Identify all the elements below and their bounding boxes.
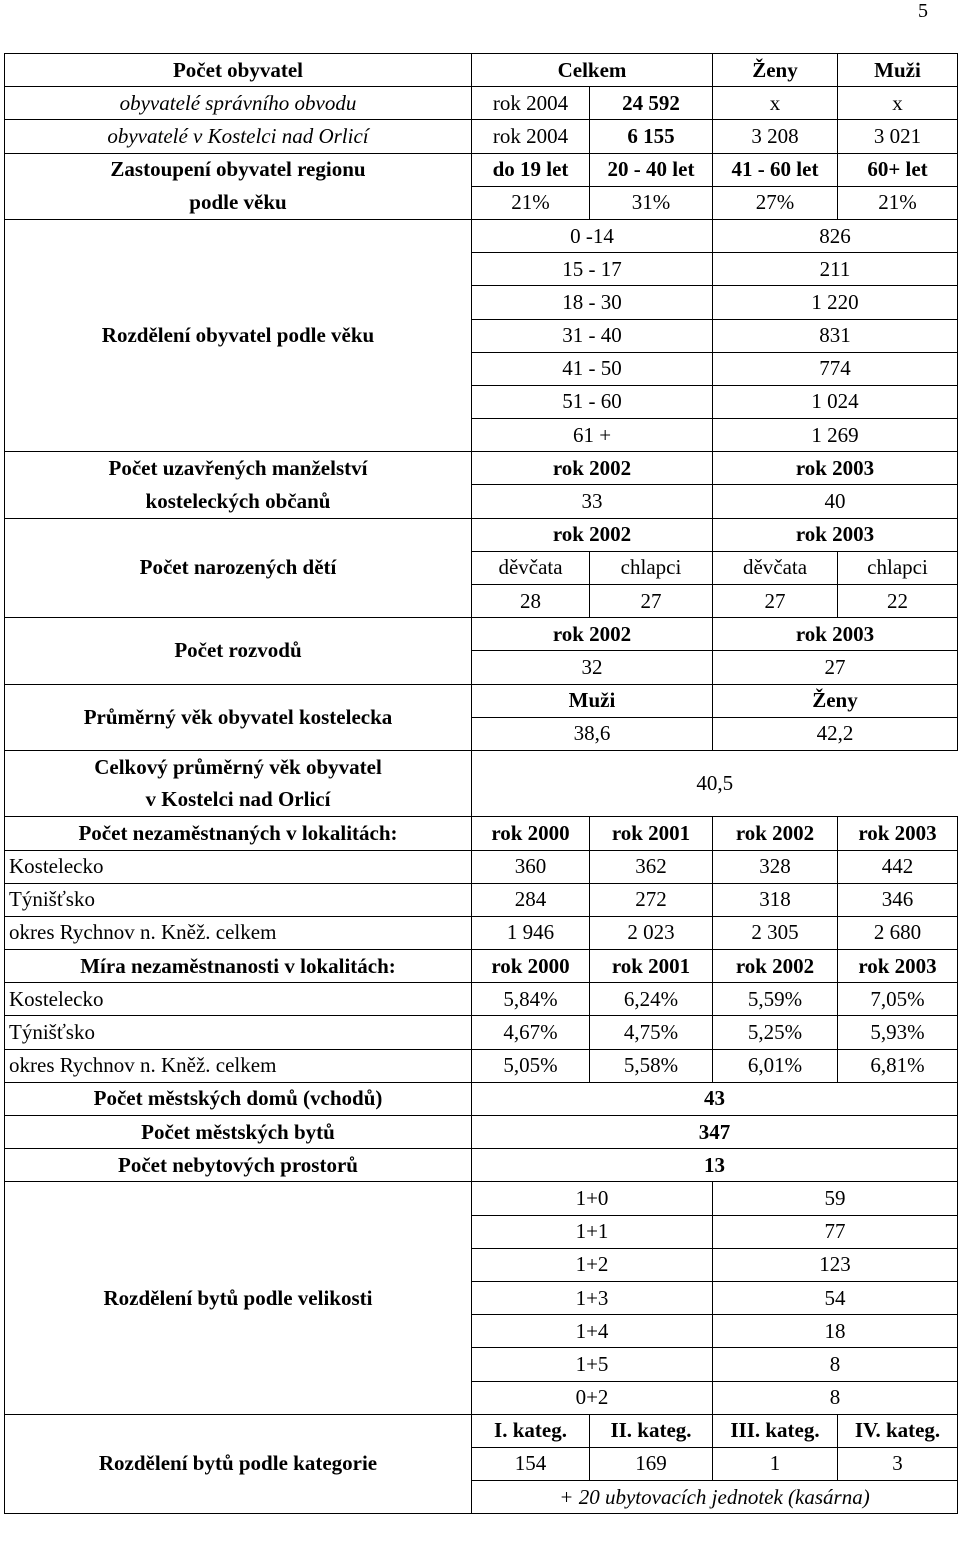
unemployed-value: 272 [590,883,713,916]
unemployment-rate-value: 4,75% [590,1016,713,1049]
divorces-value: 27 [713,651,958,684]
flat-count: 123 [713,1248,958,1281]
unemployment-rate-header-label: Míra nezaměstnanosti v lokalitách: [5,950,472,983]
flat-size: 1+2 [472,1248,713,1281]
age-share-value: 31% [590,186,713,219]
flat-category-count: 154 [472,1447,590,1480]
flats-size-row [5,1182,958,1215]
unemployed-value: 2 023 [590,916,713,949]
unemployed-header-year: rok 2000 [472,817,590,850]
unemployment-rate-value: 7,05% [838,983,958,1016]
unemployed-value: 328 [713,850,838,883]
housing-flats-row [5,1116,958,1149]
age-share-groups-row [5,153,958,186]
births-gender: chlapci [838,551,958,584]
population-header-label: Počet obyvatel [5,54,472,87]
age-distribution-label: Rozdělení obyvatel podle věku [5,219,472,451]
marriages-label-line1: Počet uzavřených manželství [5,452,472,485]
divorces-year: rok 2003 [713,618,958,651]
age-count: 831 [713,319,958,352]
unemployed-value: 346 [838,883,958,916]
average-age-value: 38,6 [472,717,713,750]
age-count: 826 [713,219,958,252]
unemployment-rate-row [5,983,958,1016]
unemployment-rate-header-row [5,950,958,983]
age-range: 0 -14 [472,219,713,252]
unemployment-rate-value: 5,58% [590,1049,713,1082]
unemployment-rate-location: okres Rychnov n. Kněž. celkem [5,1049,472,1082]
flat-count: 18 [713,1315,958,1348]
age-range: 18 - 30 [472,286,713,319]
age-count: 1 220 [713,286,958,319]
age-share-values-row [5,186,958,219]
flat-category: III. kateg. [713,1414,838,1447]
flat-count: 59 [713,1182,958,1215]
age-count: 774 [713,352,958,385]
population-header-men: Muži [838,54,958,87]
age-range: 15 - 17 [472,253,713,286]
population-row [5,120,958,153]
unemployed-value: 442 [838,850,958,883]
births-label: Počet narozených dětí [5,518,472,618]
overall-average-age-label-line1: Celkový průměrný věk obyvatel [5,750,472,783]
unemployed-location: Týnišťsko [5,883,472,916]
flat-size: 1+1 [472,1215,713,1248]
unemployment-rate-location: Týnišťsko [5,1016,472,1049]
unemployment-rate-value: 5,05% [472,1049,590,1082]
flat-category: II. kateg. [590,1414,713,1447]
unemployment-rate-header-year: rok 2002 [713,950,838,983]
divorces-label: Počet rozvodů [5,618,472,684]
divorces-value: 32 [472,651,713,684]
population-row [5,87,958,120]
population-row-women: 3 208 [713,120,838,153]
statistics-table [4,53,958,1514]
housing-flats-value: 347 [472,1116,958,1149]
unemployed-value: 362 [590,850,713,883]
flat-count: 8 [713,1348,958,1381]
flat-category-count: 3 [838,1447,958,1480]
overall-average-age-label-line2: v Kostelci nad Orlicí [5,784,472,817]
age-range: 61 + [472,419,713,452]
average-age-header-row [5,684,958,717]
unemployment-rate-value: 4,67% [472,1016,590,1049]
population-row-women: x [713,87,838,120]
flat-size: 1+4 [472,1315,713,1348]
overall-average-age-value: 40,5 [472,750,958,816]
flat-category: I. kateg. [472,1414,590,1447]
age-share-group: 60+ let [838,153,958,186]
population-row-men: x [838,87,958,120]
population-row-year: rok 2004 [472,87,590,120]
unemployment-rate-header-year: rok 2003 [838,950,958,983]
flat-category: IV. kateg. [838,1414,958,1447]
average-age-column: Muži [472,684,713,717]
flats-category-label: Rozdělení bytů podle kategorie [5,1414,472,1514]
flat-count: 54 [713,1281,958,1314]
unemployed-value: 1 946 [472,916,590,949]
unemployment-rate-value: 6,24% [590,983,713,1016]
unemployed-header-label: Počet nezaměstnaných v lokalitách: [5,817,472,850]
age-count: 1 269 [713,419,958,452]
marriages-years-row [5,452,958,485]
housing-non-residential-row [5,1149,958,1182]
unemployment-rate-header-year: rok 2000 [472,950,590,983]
marriages-year: rok 2002 [472,452,713,485]
births-value: 22 [838,585,958,618]
flat-size: 1+3 [472,1281,713,1314]
divorces-year: rok 2002 [472,618,713,651]
age-share-group: 20 - 40 let [590,153,713,186]
unemployed-value: 360 [472,850,590,883]
births-gender: děvčata [713,551,838,584]
page-number: 5 [918,0,928,22]
age-range: 51 - 60 [472,385,713,418]
age-share-value: 21% [838,186,958,219]
population-row-total: 6 155 [590,120,713,153]
housing-non-residential-label: Počet nebytových prostorů [5,1149,472,1182]
marriages-year: rok 2003 [713,452,958,485]
unemployment-rate-value: 5,84% [472,983,590,1016]
population-header-women: Ženy [713,54,838,87]
flat-size: 1+0 [472,1182,713,1215]
age-share-group: do 19 let [472,153,590,186]
marriages-value: 40 [713,485,958,518]
flat-count: 77 [713,1215,958,1248]
unemployed-header-year: rok 2003 [838,817,958,850]
unemployment-rate-value: 6,01% [713,1049,838,1082]
unemployed-row [5,883,958,916]
age-count: 1 024 [713,385,958,418]
flat-size: 1+5 [472,1348,713,1381]
unemployment-rate-value: 6,81% [838,1049,958,1082]
population-header-total: Celkem [472,54,713,87]
marriages-values-row [5,485,958,518]
age-share-value: 27% [713,186,838,219]
divorces-years-row [5,618,958,651]
births-gender: chlapci [590,551,713,584]
average-age-column: Ženy [713,684,958,717]
births-value: 28 [472,585,590,618]
housing-non-residential-value: 13 [472,1149,958,1182]
population-row-year: rok 2004 [472,120,590,153]
population-row-label: obyvatelé v Kostelci nad Orlicí [5,120,472,153]
marriages-label-line2: kosteleckých občanů [5,485,472,518]
overall-average-age-row [5,750,958,783]
population-row-label: obyvatelé správního obvodu [5,87,472,120]
unemployed-value: 318 [713,883,838,916]
unemployed-header-row [5,817,958,850]
unemployment-rate-location: Kostelecko [5,983,472,1016]
unemployed-value: 284 [472,883,590,916]
age-share-label-line2: podle věku [5,186,472,219]
unemployment-rate-row [5,1016,958,1049]
births-years-row [5,518,958,551]
average-age-value: 42,2 [713,717,958,750]
unemployment-rate-value: 5,59% [713,983,838,1016]
age-count: 211 [713,253,958,286]
age-share-label-line1: Zastoupení obyvatel regionu [5,153,472,186]
births-year: rok 2002 [472,518,713,551]
unemployed-location: okres Rychnov n. Kněž. celkem [5,916,472,949]
housing-houses-label: Počet městských domů (vchodů) [5,1082,472,1115]
marriages-value: 33 [472,485,713,518]
age-share-group: 41 - 60 let [713,153,838,186]
unemployment-rate-header-year: rok 2001 [590,950,713,983]
housing-houses-value: 43 [472,1082,958,1115]
unemployed-header-year: rok 2001 [590,817,713,850]
unemployment-rate-row [5,1049,958,1082]
age-range: 41 - 50 [472,352,713,385]
flat-category-count: 169 [590,1447,713,1480]
unemployed-value: 2 680 [838,916,958,949]
unemployed-row [5,850,958,883]
age-share-value: 21% [472,186,590,219]
births-value: 27 [713,585,838,618]
flat-count: 8 [713,1381,958,1414]
flat-category-count: 1 [713,1447,838,1480]
unemployment-rate-value: 5,93% [838,1016,958,1049]
flats-size-label: Rozdělení bytů podle velikosti [5,1182,472,1414]
population-row-men: 3 021 [838,120,958,153]
unemployment-rate-value: 5,25% [713,1016,838,1049]
births-value: 27 [590,585,713,618]
housing-houses-row [5,1082,958,1115]
flats-category-header-row [5,1414,958,1447]
average-age-label: Průměrný věk obyvatel kostelecka [5,684,472,750]
housing-flats-label: Počet městských bytů [5,1116,472,1149]
population-header-row [5,54,958,87]
flats-category-note: + 20 ubytovacích jednotek (kasárna) [472,1481,958,1514]
births-year: rok 2003 [713,518,958,551]
age-range: 31 - 40 [472,319,713,352]
unemployed-row [5,916,958,949]
unemployed-location: Kostelecko [5,850,472,883]
unemployed-header-year: rok 2002 [713,817,838,850]
unemployed-value: 2 305 [713,916,838,949]
population-row-total: 24 592 [590,87,713,120]
age-distribution-row [5,219,958,252]
flat-size: 0+2 [472,1381,713,1414]
births-gender: děvčata [472,551,590,584]
